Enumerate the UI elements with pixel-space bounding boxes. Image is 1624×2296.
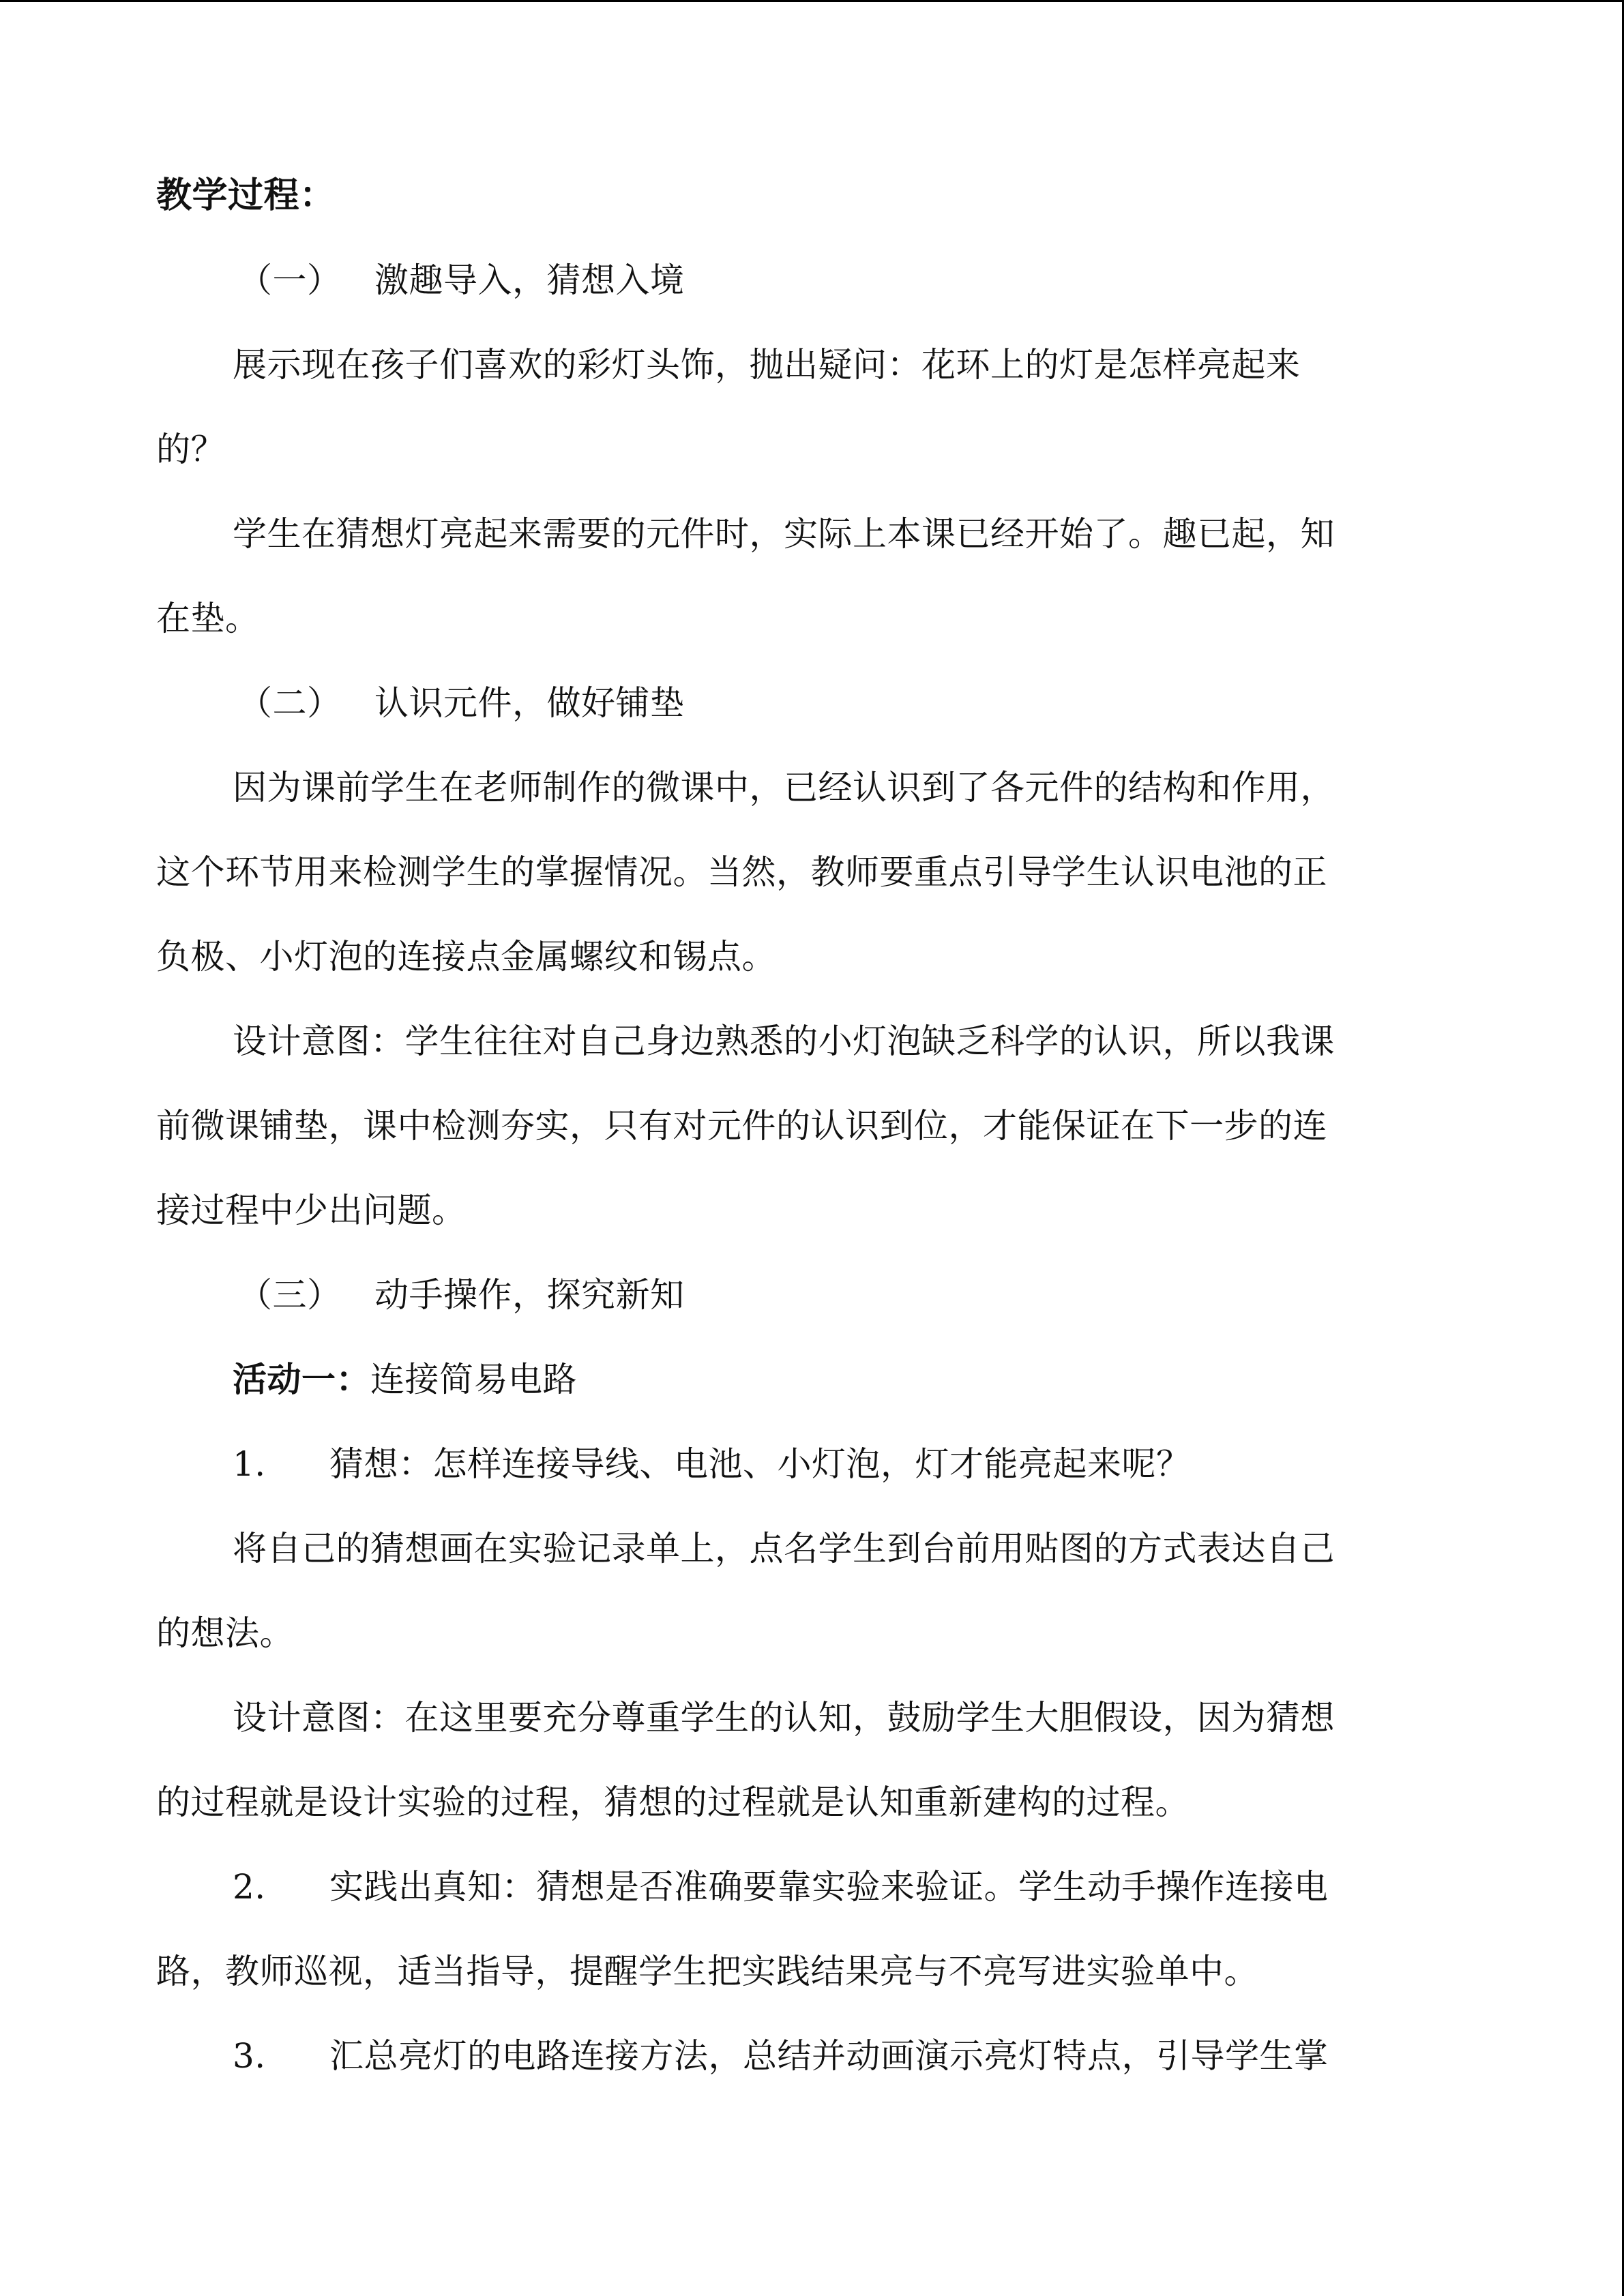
paragraph-line: 的想法。 <box>156 1613 294 1653</box>
section-title: 认识元件，做好铺垫 <box>374 683 685 723</box>
paragraph-line: 学生在猜想灯亮起来需要的元件时，实际上本课已经开始了。趣已起，知 <box>233 514 1335 554</box>
paragraph-line: 的过程就是设计实验的过程，猜想的过程就是认知重新建构的过程。 <box>156 1783 1190 1822</box>
paragraph-line: 展示现在孩子们喜欢的彩灯头饰，抛出疑问：花环上的灯是怎样亮起来 <box>233 345 1301 385</box>
activity-title: 连接简易电路 <box>370 1360 577 1399</box>
paragraph-line: 的？ <box>156 430 225 469</box>
list-text: 猜想：怎样连接导线、电池、小灯泡，灯才能亮起来呢？ <box>329 1444 1191 1484</box>
section-heading-3 <box>156 1253 1456 1337</box>
paragraph-line: 前微课铺垫，课中检测夯实，只有对元件的认识到位，才能保证在下一步的连 <box>156 1106 1327 1146</box>
paragraph-line: 因为课前学生在老师制作的微课中，已经认识到了各元件的结构和作用， <box>233 768 1335 807</box>
paragraph-line: 设计意图：学生往往对自己身边熟悉的小灯泡缺乏科学的认识，所以我课 <box>233 1022 1335 1061</box>
list-item <box>156 1845 1456 1929</box>
paragraph-line: 设计意图：在这里要充分尊重学生的认知，鼓励学生大胆假设，因为猜想 <box>233 1698 1335 1738</box>
list-number: 3. <box>233 2036 266 2076</box>
list-item <box>156 1422 1456 1506</box>
paragraph-line: 负极、小灯泡的连接点金属螺纹和锡点。 <box>156 937 776 976</box>
paragraph-line: 这个环节用来检测学生的掌握情况。当然，教师要重点引导学生认识电池的正 <box>156 852 1327 892</box>
list-item <box>156 2014 1456 2098</box>
activity-label: 活动一： <box>233 1360 370 1399</box>
page-border-top <box>0 0 1624 2</box>
paragraph-line: 路，教师巡视，适当指导，提醒学生把实践结果亮与不亮写进实验单中。 <box>156 1952 1258 1991</box>
section-number: （二） <box>238 683 342 723</box>
activity-heading <box>156 1337 1456 1422</box>
section-title: 激趣导入，猜想入境 <box>374 260 685 300</box>
section-title: 动手操作，探究新知 <box>374 1275 685 1315</box>
section-heading-1 <box>156 238 1456 323</box>
paragraph-line: 接过程中少出问题。 <box>156 1191 467 1230</box>
list-number: 2. <box>233 1867 266 1907</box>
section-number: （三） <box>238 1275 342 1315</box>
paragraph-line: 在垫。 <box>156 599 260 638</box>
paragraph-line: 将自己的猜想画在实验记录单上，点名学生到台前用贴图的方式表达自己 <box>233 1529 1335 1568</box>
page-heading: 教学过程： <box>156 175 336 216</box>
list-number: 1. <box>233 1444 266 1484</box>
list-text: 实践出真知：猜想是否准确要靠实验来验证。学生动手操作连接电 <box>329 1867 1329 1907</box>
section-heading-2 <box>156 661 1456 745</box>
list-text: 汇总亮灯的电路连接方法，总结并动画演示亮灯特点，引导学生掌 <box>329 2036 1329 2076</box>
document-body <box>156 153 1456 2098</box>
section-number: （一） <box>238 260 342 300</box>
